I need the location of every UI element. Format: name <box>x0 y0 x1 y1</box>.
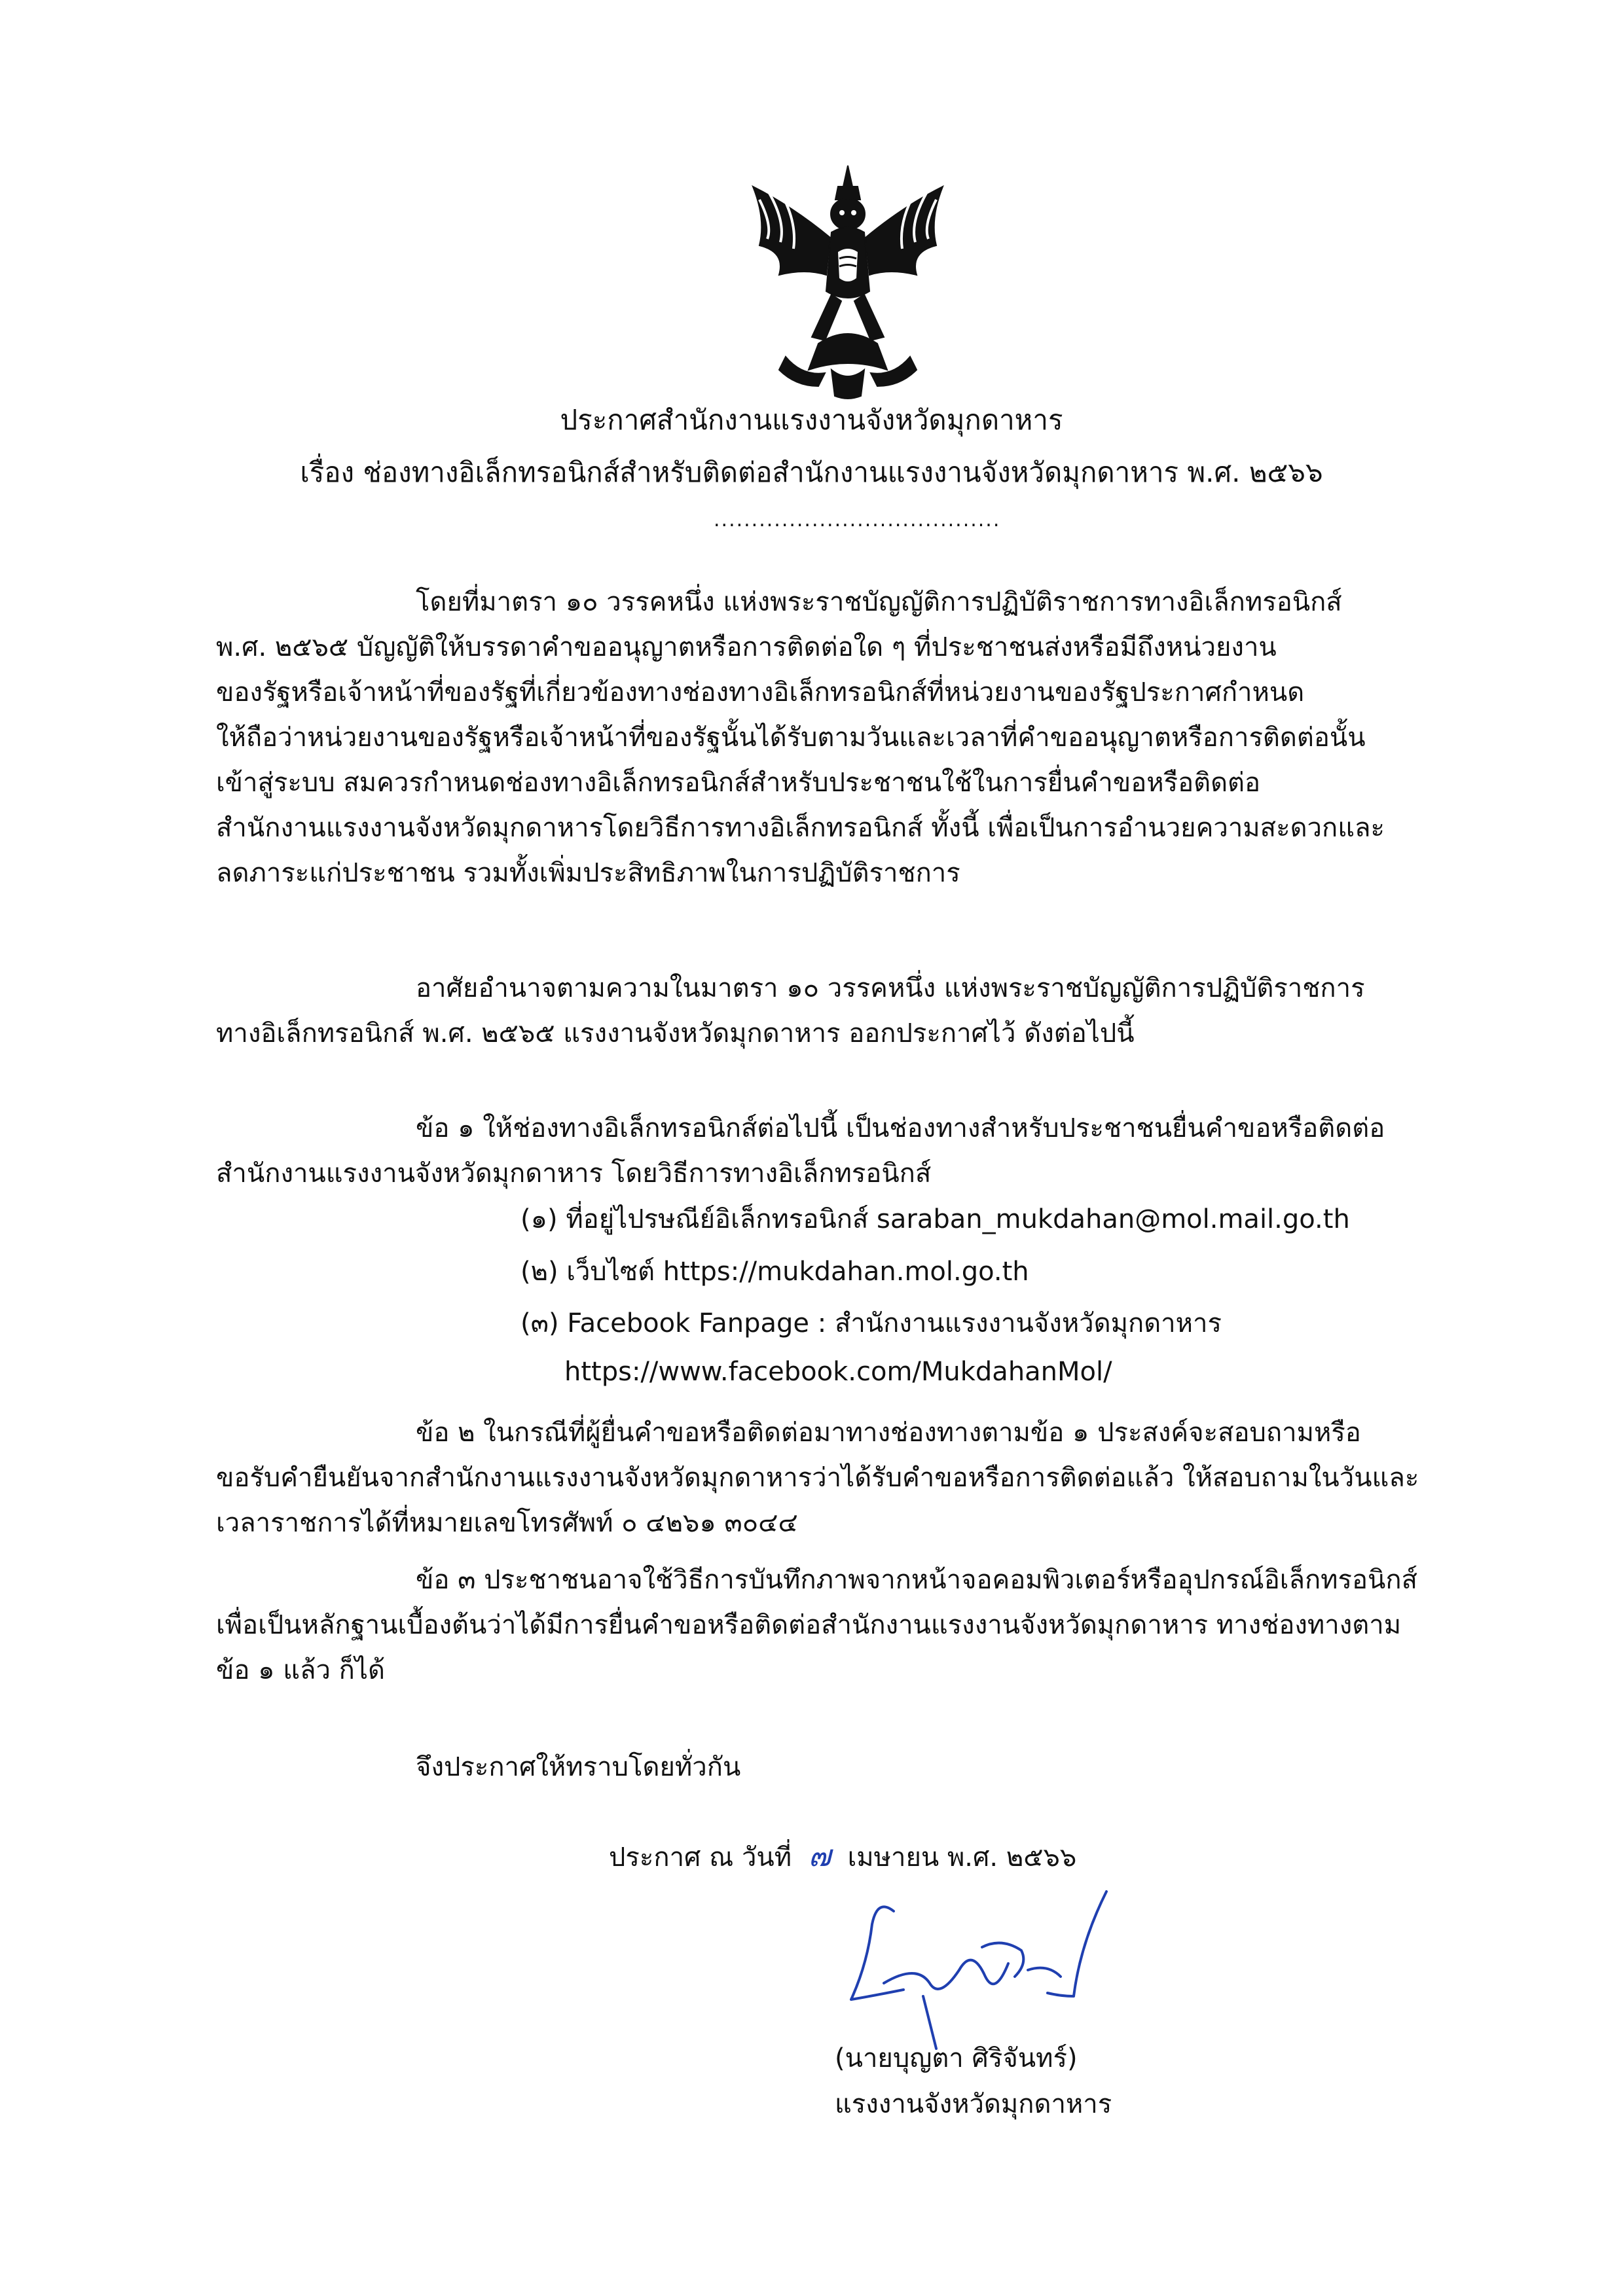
preamble-line: เข้าสู่ระบบ สมควรกำหนดช่องทางอิเล็กทรอนิกส์สำหรับประชาชนใช้ในการยื่นคำขอหรือติดต่อ <box>216 768 1261 798</box>
signer-title: แรงงานจังหวัดมุกดาหาร <box>835 2089 1112 2119</box>
announcement-title: ประกาศสำนักงานแรงงานจังหวัดมุกดาหาร <box>560 404 1063 436</box>
title-separator: ...................................... <box>714 509 1001 531</box>
announcement-subject: เรื่อง ช่องทางอิเล็กทรอนิกส์สำหรับติดต่อสำนักงานแรงงานจังหวัดมุกดาหาร พ.ศ. ๒๕๖๖ <box>300 456 1323 488</box>
preamble-line: ให้ถือว่าหน่วยงานของรัฐหรือเจ้าหน้าที่ของรัฐนั้นได้รับตามวันและเวลาที่คำขออนุญาตหรือการติดต่อนั้น <box>216 723 1366 753</box>
clause-3-line: เพื่อเป็นหลักฐานเบื้องต้นว่าได้มีการยื่นคำขอหรือติดต่อสำนักงานแรงงานจังหวัดมุกดาหาร ทางช่องทางตาม <box>216 1610 1402 1640</box>
channel-facebook-url: https://www.facebook.com/MukdahanMol/ <box>564 1357 1112 1387</box>
preamble-line: โดยที่มาตรา ๑๐ วรรคหนึ่ง แห่งพระราชบัญญัติการปฏิบัติราชการทางอิเล็กทรอนิกส์ <box>416 587 1342 617</box>
closing-statement: จึงประกาศให้ทราบโดยทั่วกัน <box>416 1752 741 1782</box>
clause-2-paragraph <box>216 1410 1473 1546</box>
authority-paragraph <box>216 966 1473 1056</box>
clause-3-line: ข้อ ๑ แล้ว ก็ได้ <box>216 1655 385 1685</box>
authority-line: ทางอิเล็กทรอนิกส์ พ.ศ. ๒๕๖๕ แรงงานจังหวัดมุกดาหาร ออกประกาศไว้ ดังต่อไปนี้ <box>216 1018 1135 1049</box>
clause-2-line: ข้อ ๒ ในกรณีที่ผู้ยื่นคำขอหรือติดต่อมาทางช่องทางตามข้อ ๑ ประสงค์จะสอบถามหรือ <box>416 1418 1361 1448</box>
channel-facebook: (๓) Facebook Fanpage : สำนักงานแรงงานจังหวัดมุกดาหาร <box>520 1308 1222 1338</box>
authority-line: อาศัยอำนาจตามความในมาตรา ๑๐ วรรคหนึ่ง แห่งพระราชบัญญัติการปฏิบัติราชการ <box>416 973 1365 1003</box>
clause-2-line: เวลาราชการได้ที่หมายเลขโทรศัพท์ ๐ ๔๒๖๑ ๓๐๔๔ <box>216 1508 798 1538</box>
clause-2-line: ขอรับคำยืนยันจากสำนักงานแรงงานจังหวัดมุกดาหารว่าได้รับคำขอหรือการติดต่อแล้ว ให้สอบถามในวันและ <box>216 1463 1419 1493</box>
signer-name: (นายบุญตา ศิริจันทร์) <box>835 2043 1078 2073</box>
date-suffix: เมษายน พ.ศ. ๒๕๖๖ <box>847 1842 1077 1873</box>
preamble-line: ของรัฐหรือเจ้าหน้าที่ของรัฐที่เกี่ยวข้องทางช่องทางอิเล็กทรอนิกส์ที่หน่วยงานของรัฐประกาศกำหนด <box>216 677 1305 708</box>
handwritten-signature-icon <box>831 1885 1120 2062</box>
clause-3-paragraph <box>216 1558 1473 1693</box>
preamble-line: ลดภาระแก่ประชาชน รวมทั้งเพิ่มประสิทธิภาพในการปฏิบัติราชการ <box>216 858 960 888</box>
clause-1-paragraph <box>216 1106 1473 1196</box>
garuda-emblem-icon <box>740 160 956 403</box>
preamble-line: พ.ศ. ๒๕๖๕ บัญญัติให้บรรดาคำขออนุญาตหรือการติดต่อใด ๆ ที่ประชาชนส่งหรือมีถึงหน่วยงาน <box>216 632 1277 662</box>
clause-3-line: ข้อ ๓ ประชาชนอาจใช้วิธีการบันทึกภาพจากหน้าจอคอมพิวเตอร์หรืออุปกรณ์อิเล็กทรอนิกส์ <box>416 1565 1418 1595</box>
preamble-paragraph <box>216 580 1473 896</box>
date-day-handwritten: ๗ <box>808 1838 831 1873</box>
channel-email: (๑) ที่อยู่ไปรษณีย์อิเล็กทรอนิกส์ saraban_mukdahan@mol.mail.go.th <box>520 1204 1350 1234</box>
date-prefix: ประกาศ ณ วันที่ <box>609 1842 792 1873</box>
channel-website: (๒) เว็บไซต์ https://mukdahan.mol.go.th <box>520 1257 1029 1287</box>
announcement-date <box>609 1836 1076 1877</box>
preamble-line: สำนักงานแรงงานจังหวัดมุกดาหารโดยวิธีการทางอิเล็กทรอนิกส์ ทั้งนี้ เพื่อเป็นการอำนวยความสะดวกและ <box>216 813 1385 843</box>
clause-1-line: ข้อ ๑ ให้ช่องทางอิเล็กทรอนิกส์ต่อไปนี้ เป็นช่องทางสำหรับประชาชนยื่นคำขอหรือติดต่อ <box>416 1113 1385 1143</box>
clause-1-line: สำนักงานแรงงานจังหวัดมุกดาหาร โดยวิธีการทางอิเล็กทรอนิกส์ <box>216 1158 932 1189</box>
